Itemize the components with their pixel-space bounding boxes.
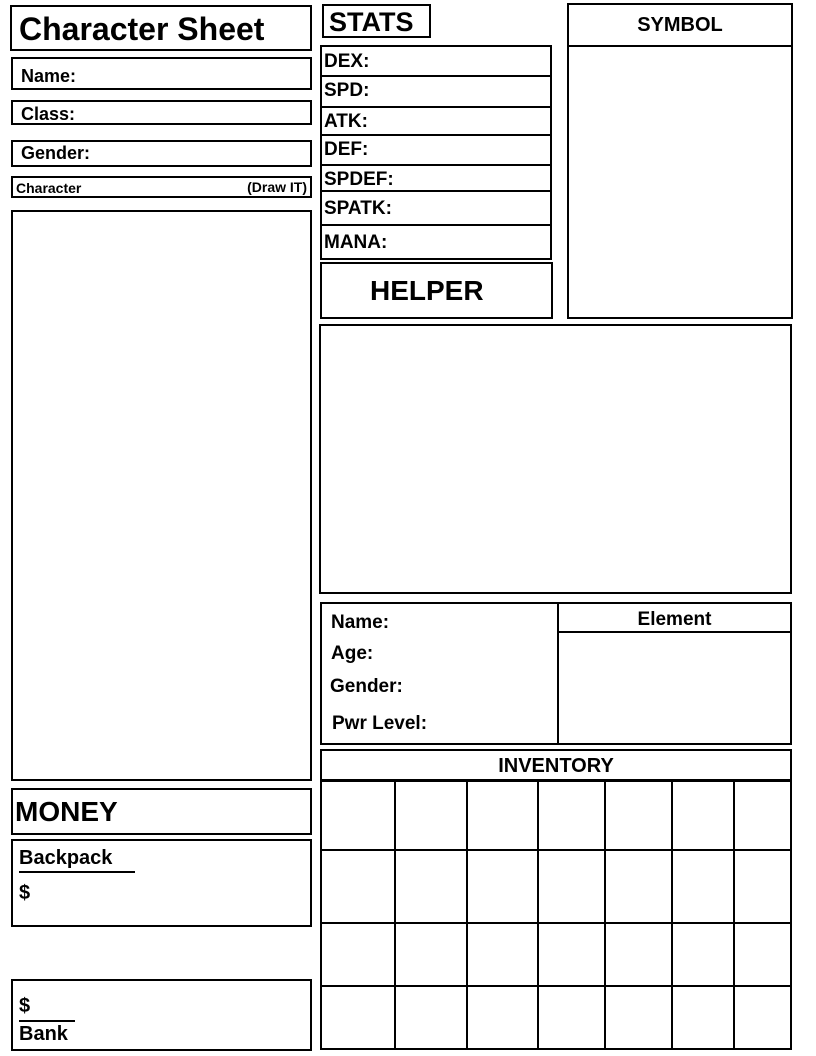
bank-label: Bank xyxy=(19,1023,68,1045)
stats-title: STATS xyxy=(329,7,414,37)
inventory-title: INVENTORY xyxy=(498,755,614,777)
character-drawing-area[interactable] xyxy=(11,210,312,781)
character-class-field[interactable] xyxy=(11,100,312,125)
stat-row-spd[interactable] xyxy=(322,77,550,108)
stat-row-def[interactable] xyxy=(322,136,550,166)
element-divider xyxy=(557,631,790,633)
helper-drawing-area[interactable] xyxy=(319,324,792,594)
inventory-grid-line xyxy=(394,780,396,1048)
element-title: Element xyxy=(637,609,712,630)
backpack-dollar-sign: $ xyxy=(19,882,31,904)
character-name-label: Name: xyxy=(21,66,77,86)
stat-row-spdef[interactable] xyxy=(322,166,550,192)
stats-title-box xyxy=(322,4,431,38)
symbol-divider xyxy=(569,45,791,47)
helper-title: HELPER xyxy=(370,275,484,306)
character-name-field[interactable] xyxy=(11,57,312,90)
money-title: MONEY xyxy=(15,796,118,827)
inventory-grid-line xyxy=(537,780,539,1048)
sheet-title: Character Sheet xyxy=(19,11,265,47)
helper-gender-label: Gender: xyxy=(330,676,403,697)
money-header-box xyxy=(11,788,312,835)
backpack-money-field[interactable] xyxy=(11,839,312,927)
stat-label-spdef: SPDEF: xyxy=(324,169,394,190)
stat-row-mana[interactable] xyxy=(322,226,550,258)
bank-dollar-sign: $ xyxy=(19,995,31,1017)
inventory-grid-line xyxy=(466,780,468,1048)
draw-it-hint: (Draw IT) xyxy=(247,179,307,195)
stat-label-def: DEF: xyxy=(324,139,369,160)
bank-money-field[interactable] xyxy=(11,979,312,1051)
symbol-box[interactable] xyxy=(567,3,793,319)
helper-info-box xyxy=(320,602,792,745)
helper-power-level-label: Pwr Level: xyxy=(332,713,428,734)
inventory-box xyxy=(320,749,792,1050)
stat-label-spd: SPD: xyxy=(324,80,370,101)
stat-row-atk[interactable] xyxy=(322,108,550,136)
stat-row-spatk[interactable] xyxy=(322,192,550,226)
stat-label-dex: DEX: xyxy=(324,51,370,72)
inventory-grid-line xyxy=(733,780,735,1048)
character-gender-label: Gender: xyxy=(21,143,91,163)
helper-header-box xyxy=(320,262,553,319)
stat-row-dex[interactable] xyxy=(322,47,550,77)
inventory-grid-line xyxy=(322,922,790,924)
inventory-grid-line xyxy=(322,985,790,987)
stat-label-atk: ATK: xyxy=(324,111,368,132)
symbol-title: SYMBOL xyxy=(637,14,723,36)
stat-label-mana: MANA: xyxy=(324,232,388,253)
stat-label-spatk: SPATK: xyxy=(324,198,392,219)
helper-name-label: Name: xyxy=(331,612,390,633)
inventory-grid-line xyxy=(671,780,673,1048)
inventory-header-divider xyxy=(322,779,790,782)
character-drawing-header xyxy=(11,176,312,198)
helper-age-label: Age: xyxy=(331,643,374,664)
inventory-grid-line xyxy=(322,849,790,851)
backpack-underline xyxy=(19,871,135,873)
stats-table xyxy=(320,45,552,260)
character-class-label: Class: xyxy=(21,104,76,124)
character-gender-field[interactable] xyxy=(11,140,312,167)
sheet-title-box xyxy=(10,5,312,51)
backpack-label: Backpack xyxy=(19,847,113,869)
character-drawing-label: Character xyxy=(16,180,82,196)
bank-underline xyxy=(19,1020,75,1022)
inventory-grid-line xyxy=(604,780,606,1048)
